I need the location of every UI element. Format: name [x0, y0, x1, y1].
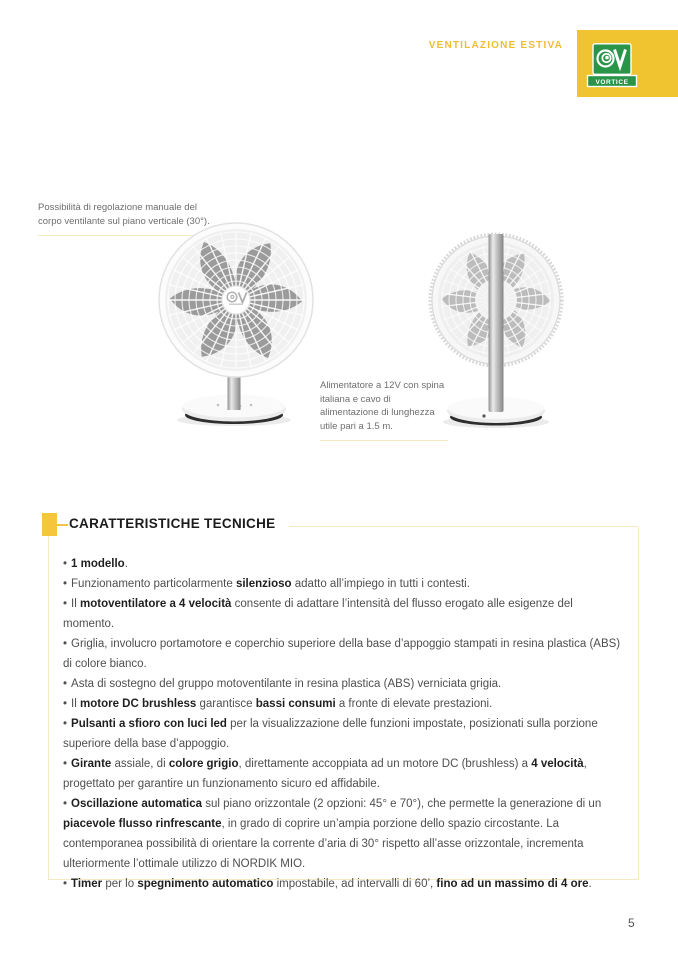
- spec-bullet: • Asta di sostegno del gruppo motoventilante in resina plastica (ABS) verniciata grigia.: [63, 678, 502, 690]
- spec-bullet: • 1 modello.: [63, 558, 128, 570]
- bullet-dot-icon: •: [63, 698, 68, 710]
- spec-bullet: • Pulsanti a sfioro con luci led per la visualizzazione delle funzioni impostate, posizionati sulla porzione superiore della base d’appoggio.: [63, 718, 598, 750]
- spec-bullet: • Il motoventilatore a 4 velocità consente di adattare l’intensità del flusso erogato alle esigenze del momento.: [63, 598, 573, 630]
- bullet-dot-icon: •: [63, 638, 68, 650]
- specs-marker-icon: [42, 513, 57, 536]
- spec-bullet: • Il motore DC brushless garantisce bassi consumi a fronte di elevate prestazioni.: [63, 698, 493, 710]
- annotation-tilt: Possibilità di regolazione manuale del corpo ventilante sul piano verticale (30°).: [38, 201, 210, 236]
- spec-bullet: • Funzionamento particolarmente silenzioso adatto all’impiego in tutti i contesti.: [63, 578, 470, 590]
- fan-front-image: [146, 220, 332, 428]
- spec-bullet: • Girante assiale, di colore grigio, direttamente accoppiata ad un motore DC (brushless) a 4 velocità, progettato per garantire un funzionamento sicuro ed affidabile.: [63, 758, 587, 790]
- annotation-power: Alimentatore a 12V con spina italiana e cavo di alimentazione di lunghezza utile pari a 1.5 m.: [320, 379, 448, 441]
- brand-block: [577, 30, 678, 97]
- bullet-dot-icon: •: [63, 718, 68, 730]
- page-number: 5: [628, 916, 635, 930]
- specs-section: [48, 516, 639, 890]
- specs-heading: CARATTERISTICHE TECNICHE: [69, 516, 283, 531]
- specs-list: [63, 554, 625, 894]
- fan-rear-image: [428, 226, 564, 430]
- page-header-title: VENTILAZIONE ESTIVA: [428, 40, 563, 51]
- bullet-dot-icon: •: [63, 598, 68, 610]
- bullet-dot-icon: •: [63, 798, 68, 810]
- bullet-dot-icon: •: [63, 878, 68, 890]
- brand-name: VORTICE: [595, 79, 629, 86]
- bullet-dot-icon: •: [63, 678, 68, 690]
- bullet-dot-icon: •: [63, 758, 68, 770]
- bullet-dot-icon: •: [63, 578, 68, 590]
- spec-bullet: • Griglia, involucro portamotore e coperchio superiore della base d’appoggio stampati in resina plastica (ABS) di colore bianco.: [63, 638, 621, 670]
- specs-heading-rule: [289, 526, 638, 527]
- bullet-dot-icon: •: [63, 558, 68, 570]
- vortice-logo-icon: [586, 43, 638, 89]
- specs-marker-dash: [57, 524, 68, 526]
- spec-bullet: • Oscillazione automatica sul piano orizzontale (2 opzioni: 45° e 70°), che permette la generazione di un piacevole flusso rinfrescante, in grado di coprire un’ampia porzione dello spazio circostante. La contemporanea possibilità di orientare la corrente d’aria di 30° rispetto all’asse orizzontale, incrementa ulteriormente l’ottimale utilizzo di NORDIK MIO.: [63, 798, 602, 870]
- spec-bullet: • Timer per lo spegnimento automatico impostabile, ad intervalli di 60’, fino ad un massimo di 4 ore.: [63, 878, 592, 890]
- fan-pole: [489, 234, 504, 412]
